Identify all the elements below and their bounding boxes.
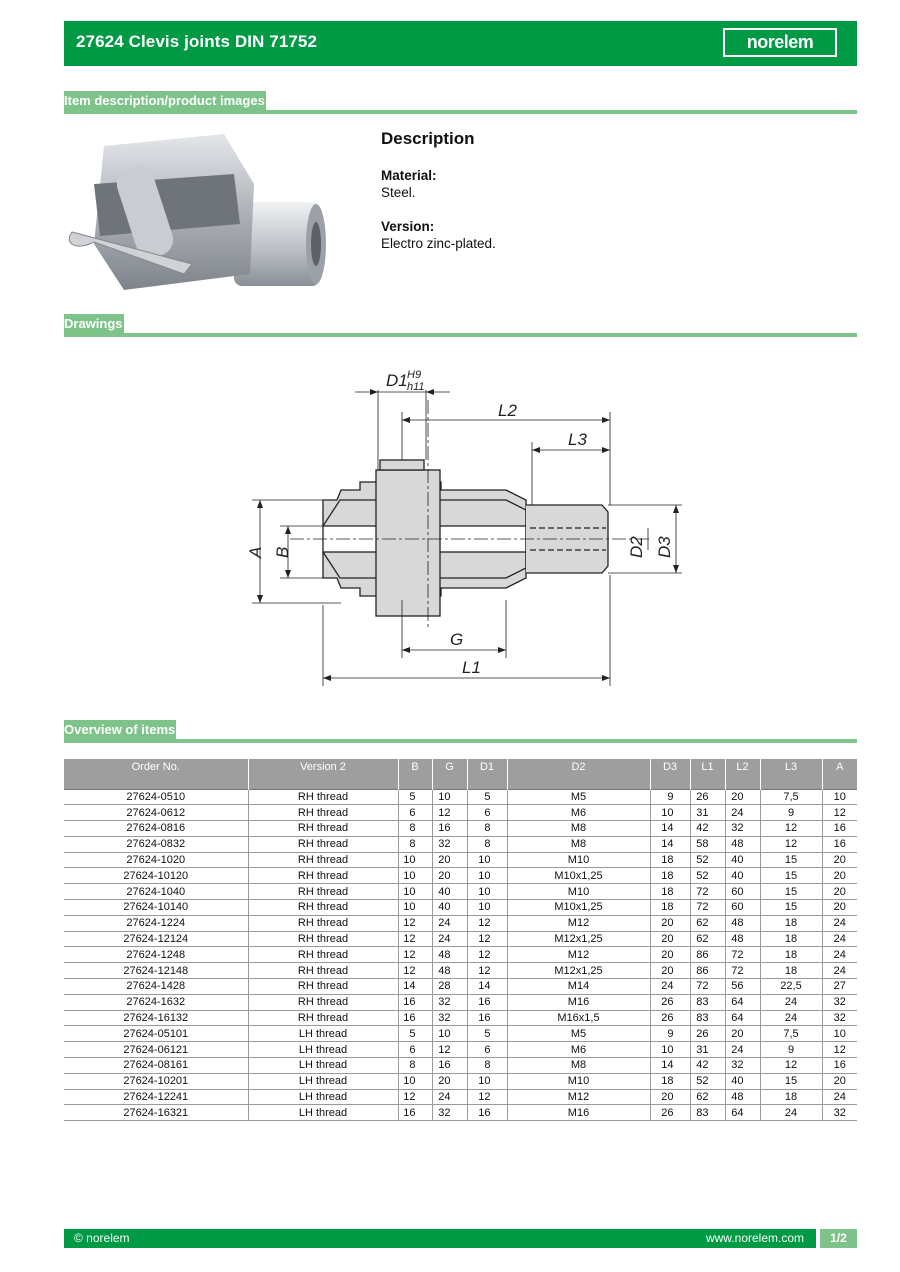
table-cell: 52 (690, 1073, 725, 1089)
table-cell: 20 (822, 1073, 857, 1089)
table-cell: 20 (432, 852, 467, 868)
table-row (64, 1058, 857, 1074)
column-header: D2 (507, 759, 650, 789)
table-cell: RH thread (248, 836, 398, 852)
table-cell: 12 (398, 915, 432, 931)
table-cell: 20 (650, 915, 690, 931)
table-row (64, 868, 857, 884)
table-cell: 40 (725, 1073, 760, 1089)
table-cell: 40 (725, 868, 760, 884)
table-cell: 12 (467, 947, 507, 963)
table-row (64, 963, 857, 979)
table-cell: 62 (690, 931, 725, 947)
table-cell: 32 (725, 1058, 760, 1074)
table-cell: 27624-12241 (64, 1089, 248, 1105)
table-cell: 20 (822, 884, 857, 900)
table-row (64, 789, 857, 805)
dim-label-d2: D2 (627, 536, 646, 558)
section-rule (64, 333, 857, 337)
table-row (64, 1073, 857, 1089)
table-cell: 26 (650, 994, 690, 1010)
table-cell: 24 (725, 1042, 760, 1058)
table-cell: 83 (690, 994, 725, 1010)
table-cell: 10 (822, 1026, 857, 1042)
table-cell: 24 (822, 1089, 857, 1105)
table-cell: 5 (398, 789, 432, 805)
table-cell: 27624-1020 (64, 852, 248, 868)
table-cell: 9 (760, 805, 822, 821)
table-cell: 16 (822, 821, 857, 837)
dim-label-l2: L2 (498, 401, 517, 420)
table-cell: 24 (822, 947, 857, 963)
table-cell: 24 (822, 963, 857, 979)
table-cell: 8 (467, 1058, 507, 1074)
table-cell: 16 (398, 994, 432, 1010)
table-cell: M12 (507, 915, 650, 931)
table-cell: LH thread (248, 1058, 398, 1074)
table-cell: 10 (398, 1073, 432, 1089)
table-cell: 83 (690, 1105, 725, 1121)
table-cell: 12 (822, 805, 857, 821)
table-cell: 32 (432, 1010, 467, 1026)
table-cell: 28 (432, 979, 467, 995)
column-header: A (822, 759, 857, 789)
table-row (64, 821, 857, 837)
column-header: L1 (690, 759, 725, 789)
footer-bar (64, 1229, 816, 1248)
table-cell: 10 (650, 1042, 690, 1058)
table-row (64, 1026, 857, 1042)
table-cell: 40 (432, 884, 467, 900)
table-cell: 27624-1248 (64, 947, 248, 963)
table-cell: 10 (467, 868, 507, 884)
table-cell: 15 (760, 1073, 822, 1089)
table-cell: 20 (725, 1026, 760, 1042)
table-cell: 18 (760, 1089, 822, 1105)
table-cell: 12 (398, 963, 432, 979)
table-cell: 16 (398, 1010, 432, 1026)
product-image (64, 124, 326, 298)
table-row (64, 1010, 857, 1026)
table-cell: M12x1,25 (507, 931, 650, 947)
table-cell: 72 (690, 900, 725, 916)
table-cell: 12 (398, 1089, 432, 1105)
table-cell: 6 (467, 1042, 507, 1058)
table-cell: 18 (760, 915, 822, 931)
table-cell: 12 (822, 1042, 857, 1058)
table-cell: 62 (690, 1089, 725, 1105)
table-cell: 31 (690, 805, 725, 821)
table-cell: 18 (760, 963, 822, 979)
material-value: Steel. (381, 185, 416, 200)
table-cell: M8 (507, 821, 650, 837)
table-cell: 26 (650, 1105, 690, 1121)
table-cell: 14 (650, 836, 690, 852)
table-cell: 10 (650, 805, 690, 821)
table-cell: 7,5 (760, 789, 822, 805)
table-cell: 27624-10120 (64, 868, 248, 884)
table-cell: RH thread (248, 789, 398, 805)
table-cell: 16 (467, 994, 507, 1010)
table-cell: 10 (432, 1026, 467, 1042)
dim-label-l1: L1 (462, 658, 481, 677)
table-cell: 12 (467, 915, 507, 931)
column-header: G (432, 759, 467, 789)
table-cell: 72 (690, 979, 725, 995)
table-cell: M14 (507, 979, 650, 995)
table-cell: 18 (650, 900, 690, 916)
table-cell: 10 (467, 884, 507, 900)
table-cell: 20 (432, 868, 467, 884)
table-row (64, 1042, 857, 1058)
table-cell: 10 (398, 868, 432, 884)
footer-url-link[interactable]: www.norelem.com (705, 1231, 804, 1245)
column-header: D3 (650, 759, 690, 789)
table-cell: 20 (822, 852, 857, 868)
table-cell: 8 (398, 836, 432, 852)
table-cell: RH thread (248, 884, 398, 900)
table-cell: M12 (507, 1089, 650, 1105)
table-cell: 27624-1224 (64, 915, 248, 931)
table-cell: 26 (690, 1026, 725, 1042)
table-cell: 27624-16132 (64, 1010, 248, 1026)
table-cell: 20 (822, 900, 857, 916)
table-cell: M5 (507, 789, 650, 805)
table-cell: M6 (507, 1042, 650, 1058)
table-cell: M10 (507, 852, 650, 868)
table-cell: 12 (467, 963, 507, 979)
table-cell: 8 (467, 836, 507, 852)
table-cell: 24 (822, 915, 857, 931)
table-cell: 86 (690, 963, 725, 979)
table-cell: 62 (690, 915, 725, 931)
table-cell: 18 (760, 947, 822, 963)
table-cell: 40 (725, 852, 760, 868)
table-cell: 64 (725, 1105, 760, 1121)
table-cell: RH thread (248, 868, 398, 884)
table-cell: 27624-10140 (64, 900, 248, 916)
column-header: B (398, 759, 432, 789)
table-cell: 24 (725, 805, 760, 821)
table-cell: 20 (650, 931, 690, 947)
table-row (64, 979, 857, 995)
table-body (64, 789, 857, 1121)
table-cell: 64 (725, 1010, 760, 1026)
table-cell: 22,5 (760, 979, 822, 995)
table-cell: 15 (760, 868, 822, 884)
table-cell: RH thread (248, 994, 398, 1010)
table-cell: 15 (760, 852, 822, 868)
table-cell: LH thread (248, 1026, 398, 1042)
table-cell: 32 (432, 994, 467, 1010)
table-cell: 48 (725, 915, 760, 931)
table-cell: 18 (650, 868, 690, 884)
section-label-item-description: Item description/product images (64, 93, 265, 108)
table-cell: 6 (467, 805, 507, 821)
table-cell: 26 (690, 789, 725, 805)
items-table (64, 759, 857, 1121)
table-cell: M10x1,25 (507, 900, 650, 916)
table-cell: 18 (650, 852, 690, 868)
table-cell: RH thread (248, 900, 398, 916)
table-cell: 52 (690, 868, 725, 884)
table-cell: 60 (725, 900, 760, 916)
table-cell: 12 (432, 805, 467, 821)
table-row (64, 931, 857, 947)
table-cell: 24 (432, 931, 467, 947)
table-cell: RH thread (248, 963, 398, 979)
table-cell: M10x1,25 (507, 868, 650, 884)
material-label: Material: (381, 168, 437, 183)
column-header: L3 (760, 759, 822, 789)
table-cell: M12x1,25 (507, 963, 650, 979)
table-cell: 20 (650, 947, 690, 963)
table-cell: RH thread (248, 915, 398, 931)
table-cell: 27624-1632 (64, 994, 248, 1010)
dim-label-g: G (450, 630, 464, 649)
table-cell: 14 (650, 1058, 690, 1074)
table-cell: 32 (822, 1105, 857, 1121)
table-cell: LH thread (248, 1089, 398, 1105)
version-label: Version: (381, 219, 435, 234)
table-cell: 27624-08161 (64, 1058, 248, 1074)
table-cell: 27624-12124 (64, 931, 248, 947)
table-cell: 32 (822, 994, 857, 1010)
table-cell: 24 (760, 1010, 822, 1026)
column-header: Order No. (64, 759, 248, 789)
table-cell: 8 (398, 821, 432, 837)
table-cell: 27624-0816 (64, 821, 248, 837)
norelem-logo[interactable] (723, 28, 837, 57)
table-cell: 27624-06121 (64, 1042, 248, 1058)
dim-label-d1: D1 (386, 371, 408, 390)
table-cell: RH thread (248, 805, 398, 821)
table-cell: 12 (467, 931, 507, 947)
table-cell: 27624-1040 (64, 884, 248, 900)
table-row (64, 900, 857, 916)
table-cell: 16 (822, 1058, 857, 1074)
table-cell: 24 (432, 1089, 467, 1105)
table-cell: 5 (467, 1026, 507, 1042)
table-cell: 15 (760, 884, 822, 900)
table-cell: M6 (507, 805, 650, 821)
table-cell: M16x1,5 (507, 1010, 650, 1026)
table-cell: 52 (690, 852, 725, 868)
table-cell: 27624-16321 (64, 1105, 248, 1121)
section-label-drawings: Drawings (64, 316, 123, 331)
dim-label-d1-sub: h11 (407, 381, 425, 393)
table-row (64, 1105, 857, 1121)
table-cell: 14 (398, 979, 432, 995)
table-cell: 48 (725, 836, 760, 852)
table-cell: RH thread (248, 931, 398, 947)
table-cell: 86 (690, 947, 725, 963)
table-cell: 20 (725, 789, 760, 805)
column-header: D1 (467, 759, 507, 789)
table-cell: 27624-0612 (64, 805, 248, 821)
table-cell: 18 (760, 931, 822, 947)
table-cell: 20 (822, 868, 857, 884)
table-cell: M10 (507, 884, 650, 900)
dim-label-l3: L3 (568, 430, 587, 449)
table-cell: 10 (398, 900, 432, 916)
section-label-overview: Overview of items (64, 722, 176, 737)
technical-drawing (230, 360, 700, 690)
table-cell: 24 (760, 994, 822, 1010)
table-cell: 24 (760, 1105, 822, 1121)
table-cell: 12 (760, 821, 822, 837)
table-cell: 27624-0510 (64, 789, 248, 805)
table-cell: 56 (725, 979, 760, 995)
table-cell: 27 (822, 979, 857, 995)
table-cell: 27624-05101 (64, 1026, 248, 1042)
table-cell: 15 (760, 900, 822, 916)
column-header: L2 (725, 759, 760, 789)
table-cell: M12 (507, 947, 650, 963)
table-cell: 42 (690, 1058, 725, 1074)
table-cell: 16 (467, 1010, 507, 1026)
table-cell: M16 (507, 994, 650, 1010)
table-cell: 26 (650, 1010, 690, 1026)
table-row (64, 836, 857, 852)
table-cell: 48 (432, 947, 467, 963)
table-cell: 9 (650, 1026, 690, 1042)
table-cell: 12 (760, 836, 822, 852)
table-cell: 10 (432, 789, 467, 805)
table-cell: 20 (650, 963, 690, 979)
table-cell: LH thread (248, 1105, 398, 1121)
table-cell: 20 (650, 1089, 690, 1105)
table-cell: 58 (690, 836, 725, 852)
table-cell: 9 (650, 789, 690, 805)
page-number: 1/2 (820, 1229, 857, 1248)
table-cell: 10 (398, 884, 432, 900)
section-rule (64, 110, 857, 114)
table-cell: 32 (725, 821, 760, 837)
description-title: Description (381, 129, 475, 148)
table-cell: 18 (650, 1073, 690, 1089)
table-cell: 10 (467, 900, 507, 916)
table-cell: 10 (822, 789, 857, 805)
table-cell: 40 (432, 900, 467, 916)
table-cell: 27624-0832 (64, 836, 248, 852)
version-value: Electro zinc-plated. (381, 236, 496, 251)
table-cell: M16 (507, 1105, 650, 1121)
table-row (64, 884, 857, 900)
table-cell: 10 (467, 1073, 507, 1089)
table-cell: 16 (822, 836, 857, 852)
table-cell: 20 (432, 1073, 467, 1089)
table-cell: 8 (467, 821, 507, 837)
table-cell: 10 (467, 852, 507, 868)
table-cell: 83 (690, 1010, 725, 1026)
table-cell: RH thread (248, 821, 398, 837)
table-cell: LH thread (248, 1042, 398, 1058)
table-cell: 27624-10201 (64, 1073, 248, 1089)
dim-label-d3: D3 (655, 536, 674, 558)
table-cell: 6 (398, 805, 432, 821)
column-header: Version 2 (248, 759, 398, 789)
table-cell: RH thread (248, 852, 398, 868)
table-row (64, 994, 857, 1010)
table-cell: 8 (398, 1058, 432, 1074)
table-row (64, 805, 857, 821)
table-cell: 9 (760, 1042, 822, 1058)
table-cell: 14 (650, 821, 690, 837)
table-cell: 72 (725, 947, 760, 963)
table-cell: 64 (725, 994, 760, 1010)
table-cell: 48 (725, 1089, 760, 1105)
table-header-row (64, 759, 857, 789)
table-cell: 24 (432, 915, 467, 931)
table-cell: 14 (467, 979, 507, 995)
table-cell: 16 (467, 1105, 507, 1121)
table-cell: 6 (398, 1042, 432, 1058)
table-cell: 24 (650, 979, 690, 995)
footer-copyright: © norelem (74, 1231, 130, 1245)
description-block (381, 129, 851, 270)
table-cell: 48 (725, 931, 760, 947)
table-row (64, 852, 857, 868)
table-cell: 16 (432, 1058, 467, 1074)
table-cell: 32 (432, 1105, 467, 1121)
table-cell: RH thread (248, 979, 398, 995)
table-cell: 48 (432, 963, 467, 979)
section-rule (64, 739, 857, 743)
table-cell: M8 (507, 1058, 650, 1074)
table-cell: 5 (467, 789, 507, 805)
table-cell: 27624-12148 (64, 963, 248, 979)
table-row (64, 947, 857, 963)
table-cell: 7,5 (760, 1026, 822, 1042)
page-title: 27624 Clevis joints DIN 71752 (76, 32, 318, 51)
dim-label-d1-sup: H9 (407, 369, 422, 381)
table-cell: 42 (690, 821, 725, 837)
table-row (64, 915, 857, 931)
table-cell: 5 (398, 1026, 432, 1042)
logo-text: norelem (746, 32, 814, 52)
table-cell: M10 (507, 1073, 650, 1089)
table-cell: 12 (760, 1058, 822, 1074)
table-row (64, 1089, 857, 1105)
table-cell: M5 (507, 1026, 650, 1042)
table-cell: 32 (432, 836, 467, 852)
table-cell: 12 (467, 1089, 507, 1105)
header-bar (64, 21, 857, 66)
table-cell: 31 (690, 1042, 725, 1058)
table-cell: 27624-1428 (64, 979, 248, 995)
table-cell: RH thread (248, 1010, 398, 1026)
table-cell: 18 (650, 884, 690, 900)
table-cell: 12 (398, 947, 432, 963)
dim-label-b: B (273, 546, 292, 558)
table-cell: 24 (822, 931, 857, 947)
table-cell: 16 (398, 1105, 432, 1121)
table-cell: RH thread (248, 947, 398, 963)
table-cell: 72 (690, 884, 725, 900)
table-cell: 32 (822, 1010, 857, 1026)
table-cell: 16 (432, 821, 467, 837)
table-cell: 12 (398, 931, 432, 947)
table-cell: LH thread (248, 1073, 398, 1089)
table-cell: 72 (725, 963, 760, 979)
table-cell: 12 (432, 1042, 467, 1058)
table-cell: M8 (507, 836, 650, 852)
table-cell: 60 (725, 884, 760, 900)
table-cell: 10 (398, 852, 432, 868)
dim-label-a: A (246, 546, 265, 558)
